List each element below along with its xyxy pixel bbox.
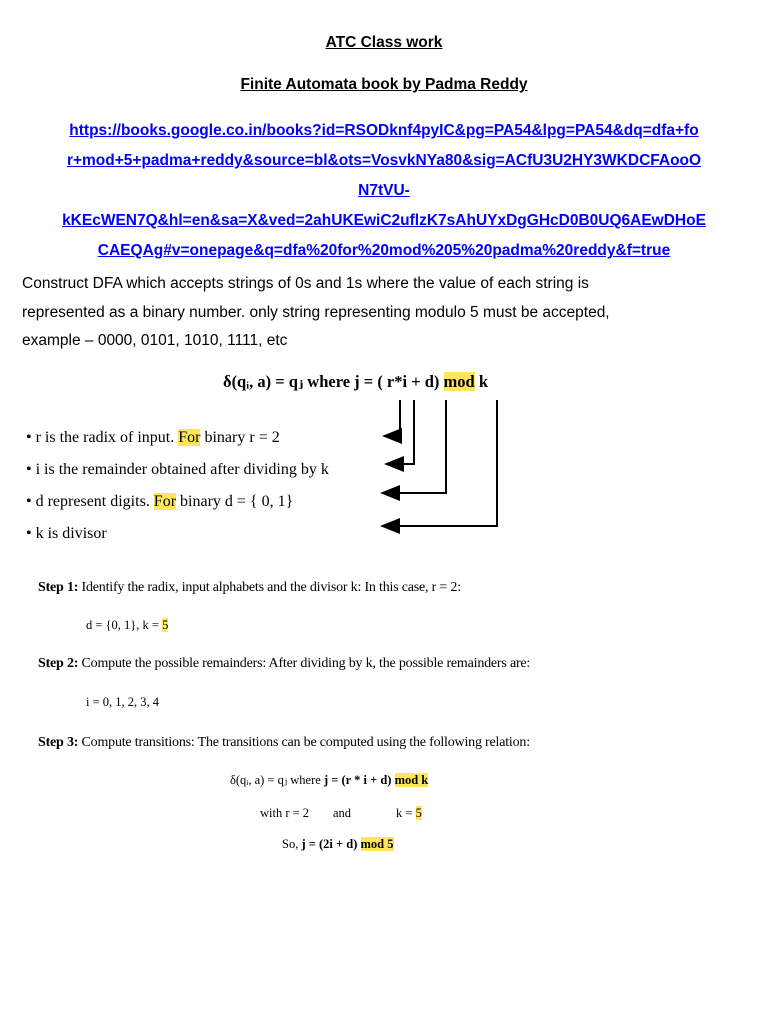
bullet-r-for: For [178, 429, 201, 446]
step-3-so [282, 837, 394, 852]
formula-mod: mod [443, 372, 475, 391]
step-2-values: i = 0, 1, 2, 3, 4 [86, 695, 160, 709]
step-3-formula-pre: δ(qᵢ, a) = qⱼ where [230, 773, 324, 787]
step-2 [38, 656, 530, 672]
bullet-d-post: binary d = { 0, 1} [176, 493, 294, 510]
step-3-text: Compute transitions: The transitions can be computed using the following relation: [78, 735, 530, 750]
bullet-i: • i is the remainder obtained after dividing by k [26, 461, 329, 478]
link-line[interactable]: kKEcWEN7Q&hl=en&sa=X&ved=2ahUKEwiC2uflzK7sAhUYxDgGHcD0B0UQ6AEwDHoE [62, 212, 706, 229]
step-3-k-val: 5 [415, 806, 422, 820]
arrow-r [384, 400, 400, 436]
step-1-label: Step 1: [38, 580, 79, 595]
step-1-k: 5 [162, 618, 169, 632]
problem-line: Construct DFA which accepts strings of 0s and 1s where the value of each string is [22, 275, 589, 292]
step-3 [38, 735, 530, 751]
step-3-k [396, 806, 422, 821]
step-3-formula [230, 772, 428, 788]
bullet-d-for: For [153, 493, 177, 510]
step-3-with-r: with r = 2 [260, 806, 310, 820]
step-3-formula-bold: j = (r * i + d) [323, 773, 395, 787]
step-3-formula-mod: mod k [394, 773, 429, 787]
bullet-d-text: • d represent digits. [26, 493, 154, 510]
problem-line: example – 0000, 0101, 1010, 1111, etc [22, 332, 288, 349]
bullet-k: • k is divisor [26, 525, 107, 542]
step-1 [38, 580, 461, 596]
link-line[interactable]: N7tVU- [358, 182, 410, 199]
step-2-label: Step 2: [38, 656, 79, 671]
link-line[interactable]: CAEQAg#v=onepage&q=dfa%20for%20mod%205%20padma%20reddy&f=true [97, 242, 671, 259]
step-3-so-mod: mod 5 [360, 837, 394, 851]
step-3-label: Step 3: [38, 735, 79, 750]
link-line[interactable]: https://books.google.co.in/books?id=RSODknf4pyIC&pg=PA54&lpg=PA54&dq=dfa+fo [69, 122, 699, 139]
step-3-k-pre: k = [396, 806, 416, 820]
problem-line: represented as a binary number. only string representing modulo 5 must be accepted, [22, 303, 610, 321]
step-1-text: Identify the radix, input alphabets and the divisor k: In this case, r = 2: [78, 580, 461, 595]
formula-k: k [474, 372, 489, 391]
bullet-r-post: binary r = 2 [200, 429, 280, 446]
step-3-so-bold: j = (2i + d) [301, 837, 361, 851]
step-1-values [86, 618, 168, 633]
bullet-r-text: • r is the radix of input. [26, 429, 179, 446]
step-3-so-pre: So, [282, 837, 302, 851]
formula-lhs: δ(qᵢ, a) = qⱼ where j = ( r*i + d) [223, 372, 444, 391]
step-2-text: Compute the possible remainders: After dividing by k, the possible remainders are: [78, 656, 531, 671]
page-title: ATC Class work [325, 34, 443, 51]
step-1-d: d = {0, 1}, k = [86, 618, 163, 632]
step-3-and: and [333, 806, 352, 820]
page-subtitle: Finite Automata book by Padma Reddy [240, 76, 528, 93]
link-line[interactable]: r+mod+5+padma+reddy&source=bl&ots=VosvkNYa80&sig=ACfU3U2HY3WKDCFAooO [66, 152, 702, 169]
